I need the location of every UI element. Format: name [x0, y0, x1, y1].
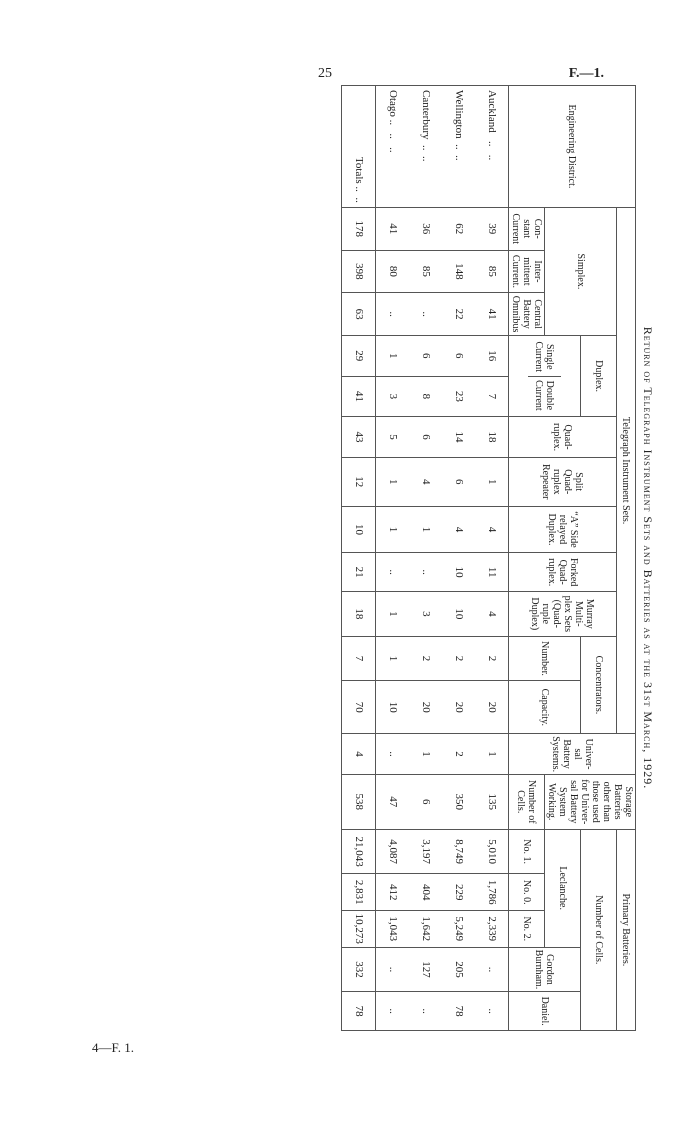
header-simplex: Simplex.: [545, 207, 617, 335]
table-cell: 7: [475, 376, 509, 417]
header-storage-cells: Number of Cells.: [509, 774, 545, 829]
table-cell: ..: [409, 293, 442, 336]
total-cell: 18: [342, 591, 376, 636]
table-cell: 3: [376, 376, 410, 417]
table-cell: 2: [442, 636, 475, 681]
table-cell: 20: [409, 681, 442, 734]
table-cell: ..: [475, 947, 509, 992]
header-central-battery: Central Battery Omnibus: [509, 293, 545, 336]
table-cell: 1: [409, 506, 442, 553]
table-cell: 135: [475, 774, 509, 829]
header-single-current: Single Current: [528, 338, 561, 376]
table-cell: 2: [442, 734, 475, 775]
table-cell: 1: [376, 335, 410, 376]
table-cell: 229: [442, 874, 475, 911]
table-cell: ..: [376, 947, 410, 992]
header-concentrators: Concentrators.: [581, 636, 617, 734]
header-intermittent-current: Inter-mittent Current.: [509, 250, 545, 293]
table-cell: 47: [376, 774, 410, 829]
table-cell: 4: [475, 506, 509, 553]
table-cell: 1: [409, 734, 442, 775]
header-daniel: Daniel.: [509, 992, 581, 1031]
table-cell: 5,249: [442, 911, 475, 948]
table-cell: 1,043: [376, 911, 410, 948]
table-cell: 5,010: [475, 829, 509, 874]
total-cell: 2,831: [342, 874, 376, 911]
total-cell: 538: [342, 774, 376, 829]
table-cell: 23: [442, 376, 475, 417]
table-cell: 11: [475, 553, 509, 592]
total-cell: 29: [342, 335, 376, 376]
table-cell: 3,197: [409, 829, 442, 874]
district-name: Canterbury .. ..: [409, 86, 442, 208]
total-cell: 12: [342, 457, 376, 506]
table-cell: 1: [376, 591, 410, 636]
table-cell: 62: [442, 207, 475, 250]
table-cell: 85: [475, 250, 509, 293]
district-name: Wellington .. ..: [442, 86, 475, 208]
header-telegraph-sets: Telegraph Instrument Sets.: [617, 207, 636, 733]
table-cell: 6: [409, 417, 442, 458]
table-cell: 39: [475, 207, 509, 250]
total-cell: 332: [342, 947, 376, 992]
total-cell: 70: [342, 681, 376, 734]
table-cell: 2,339: [475, 911, 509, 948]
total-cell: 43: [342, 417, 376, 458]
header-duplex: Duplex.: [581, 335, 617, 416]
table-cell: 1: [376, 636, 410, 681]
table-cell: 8,749: [442, 829, 475, 874]
header-leclanche-no2: No. 2.: [509, 911, 545, 948]
table-cell: 1,786: [475, 874, 509, 911]
table-row: [475, 86, 509, 1031]
header-leclanche-no0: No. 0.: [509, 874, 545, 911]
table-cell: 6: [409, 335, 442, 376]
table-cell: 80: [376, 250, 410, 293]
total-cell: 21: [342, 553, 376, 592]
table-cell: 20: [442, 681, 475, 734]
header-storage-batteries: Storage Batteries other than those used for Univer-sal Battery System Working.: [545, 774, 636, 829]
table-cell: 8: [409, 376, 442, 417]
header-leclanche-no1: No. 1.: [509, 829, 545, 874]
header-forked-quadruplex: Forked Quad-ruplex.: [509, 553, 617, 592]
table-cell: 3: [409, 591, 442, 636]
table-cell: 20: [475, 681, 509, 734]
table-cell: 2: [475, 636, 509, 681]
header-double-current: Double Current: [533, 380, 556, 411]
table-cell: 1,642: [409, 911, 442, 948]
table-cell: 412: [376, 874, 410, 911]
table-cell: ..: [376, 553, 410, 592]
table-cell: 22: [442, 293, 475, 336]
total-cell: 63: [342, 293, 376, 336]
table-cell: ..: [409, 553, 442, 592]
rotated-table-block: [200, 85, 660, 1031]
table-cell: 10: [442, 553, 475, 592]
table-row: [442, 86, 475, 1031]
header-number-of-cells: Number of Cells.: [581, 829, 617, 1030]
table-cell: 4: [409, 457, 442, 506]
document-reference: F.—1.: [568, 66, 604, 81]
table-row: [376, 86, 410, 1031]
table-cell: 1: [475, 734, 509, 775]
table-cell: 4: [475, 591, 509, 636]
table-cell: 14: [442, 417, 475, 458]
table-cell: 10: [376, 681, 410, 734]
total-cell: 398: [342, 250, 376, 293]
table-cell: 6: [409, 774, 442, 829]
table-cell: 16: [475, 335, 509, 376]
district-name: Auckland .. ..: [475, 86, 509, 208]
table-cell: 148: [442, 250, 475, 293]
total-cell: 7: [342, 636, 376, 681]
total-cell: 4: [342, 734, 376, 775]
table-cell: ..: [475, 992, 509, 1031]
table-title: Return of Telegraph Instrument Sets and Batteries as at the 31st March, 1929.: [641, 326, 655, 790]
header-gordon-burnham: Gordon Burnham.: [509, 947, 581, 992]
table-cell: ..: [376, 992, 410, 1031]
total-cell: 78: [342, 992, 376, 1031]
footer-reference: 4—F. 1.: [92, 1040, 134, 1055]
header-split-quadruplex: Split Quad-ruplex Repeater: [509, 457, 617, 506]
table-cell: 350: [442, 774, 475, 829]
header-universal-battery: Univer-sal Battery Systems.: [509, 734, 636, 775]
table-cell: 18: [475, 417, 509, 458]
table-cell: 10: [442, 591, 475, 636]
header-conc-capacity: Capacity.: [509, 681, 581, 734]
header-duplex-sub: [509, 335, 581, 416]
total-cell: 10,273: [342, 911, 376, 948]
table-cell: 5: [376, 417, 410, 458]
table-cell: 41: [475, 293, 509, 336]
table-cell: 1: [376, 457, 410, 506]
header-a-side-duplex: “A” Side relayed Duplex.: [509, 506, 617, 553]
header-murray-multiplex: Murray Multi-plex Sets (Quad-ruple Duplex): [509, 591, 617, 636]
page-number: 25: [318, 66, 332, 81]
table-cell: 4,087: [376, 829, 410, 874]
total-cell: 10: [342, 506, 376, 553]
totals-label: Totals .. ..: [342, 86, 376, 208]
header-constant-current: Con-stant Current: [509, 207, 545, 250]
table-cell: 1: [475, 457, 509, 506]
table-row: [409, 86, 442, 1031]
header-district: Engineering District.: [509, 86, 636, 208]
table-cell: 4: [442, 506, 475, 553]
district-name: Otago .. .. ..: [376, 86, 410, 208]
table-cell: ..: [376, 293, 410, 336]
table-cell: 6: [442, 457, 475, 506]
total-cell: 178: [342, 207, 376, 250]
header-primary-batteries: Primary Batteries.: [617, 829, 636, 1030]
table-cell: 2: [409, 636, 442, 681]
total-cell: 21,043: [342, 829, 376, 874]
header-leclanche: Leclanche.: [545, 829, 581, 947]
table-cell: 85: [409, 250, 442, 293]
table-cell: ..: [376, 734, 410, 775]
table-cell: 404: [409, 874, 442, 911]
table-cell: 36: [409, 207, 442, 250]
table-cell: 78: [442, 992, 475, 1031]
table-cell: 205: [442, 947, 475, 992]
table-cell: 127: [409, 947, 442, 992]
table-cell: 1: [376, 506, 410, 553]
totals-row: [342, 86, 376, 1031]
table-cell: ..: [409, 992, 442, 1031]
instrument-return-table: [341, 85, 636, 1031]
total-cell: 41: [342, 376, 376, 417]
table-cell: 6: [442, 335, 475, 376]
header-quadruplex: Quad-ruplex.: [509, 417, 617, 458]
header-conc-number: Number.: [509, 636, 581, 681]
table-cell: 41: [376, 207, 410, 250]
